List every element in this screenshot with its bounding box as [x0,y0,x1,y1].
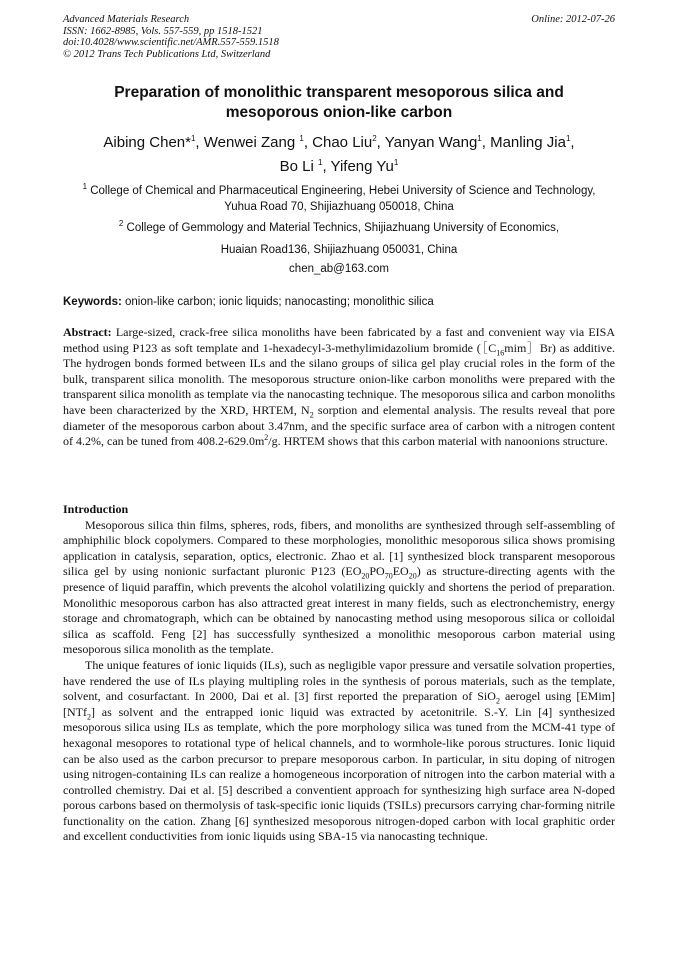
journal-header [63,14,615,60]
subscript: 20 [361,571,370,581]
corresponding-email: chen_ab@163.com [289,263,389,275]
affiliation-2-line-2: Huaian Road136, Shijiazhuang 050031, China [220,243,458,256]
author-name: , Manling Jia [481,134,566,151]
subscript: 16 [496,347,505,357]
author-name: Bo Li [279,158,318,175]
keywords-label: Keywords: [63,296,122,308]
keywords-text: onion-like carbon; ionic liquids; nanocasting; monolithic silica [121,296,434,308]
affiliation-number: 1 [82,182,88,192]
superscript: 2 [264,433,269,443]
author-affil-mark: 1 [477,134,482,143]
body-text: aerogel using [EMim] [NTf [63,689,615,719]
paper-title [63,83,615,123]
abstract-text: /g. HRTEM shows that this carbon material with nanoonions structure. [268,434,608,449]
title-line-1: Preparation of monolithic transparent mesoporous silica and [114,84,564,101]
affiliation-number: 2 [118,219,124,229]
section-heading: Introduction [63,502,129,516]
abstract-label: Abstract: [63,325,112,339]
author-line-1 [63,131,615,155]
abstract-text: Large-sized, crack-free silica monoliths have been fabricated by a fast and convenient way via EISA method using P123 as soft template and 1-hexadecyl-3-methylimidazolium bromide (［C [63,325,615,355]
subscript: 2 [87,712,91,722]
author-list [63,131,615,179]
subscript: 20 [408,571,417,581]
author-name: , Yanyan Wang [376,134,478,151]
subscript: 2 [495,696,500,706]
affiliation-2-line-1 [63,221,615,237]
abstract-paragraph [63,325,615,450]
affiliation-1-line-2: Yuhua Road 70, Shijiazhuang 050018, China [224,200,454,213]
author-name: , Yifeng Yu [322,158,394,175]
abstract-text: sorption and elemental analysis. The results reveal that pore diameter of the mesoporous carbon about 3.47nm, and the specific surface area of carbon with a nitrogen content of 4.2%, can be tuned from 408.2-629.0m [63,402,615,449]
body-text: ] as solvent and the entrapped ionic liquid was extracted by acetonitrile. S.-Y. Lin [4] synthesized mesoporous silica using ILs as template, which the pore morphology silica was tuned from the MCM-41 type of hexagonal mesopores to rotational type of helical channels, and to wormhole-like porous structures. Ionic liquid can be also used as the carbon precursor to prepare mesoporous carbon. In particular, in situ doping of nitrogen using nitrogen-containing ILs can realize a homogeneous incorporation of nitrogen into the carbon material with a controlled chemistry. Dai et al. [5] described a conventient approach for synthesizing high surface area N-doped porous carbons based on thermolysis of task-specific ionic liquids (TSILs) precursors carrying char-forming nitrile functionality on the cation. Zhang [6] synthesized mesoporous nitrogen-doped carbon with local graphitic order and excellent conductivities from ionic liquids using SBA-15 via nanocasting technique. [63,704,615,844]
journal-name: Advanced Materials Research [63,14,190,25]
keywords [63,296,615,308]
author-name: , Wenwei Zang [195,134,300,151]
author-affil-mark: 1 [299,134,304,143]
doi-line: doi:10.4028/www.scientific.net/AMR.557-559.1518 [63,37,279,48]
issn-line: ISSN: 1662-8985, Vols. 557-559, pp 1518-1521 [63,25,263,37]
online-date: Online: 2012-07-26 [531,14,615,25]
author-separator: , [570,134,575,151]
author-affil-mark: 1 [393,158,399,167]
title-line-2: mesoporous onion-like carbon [225,104,453,121]
subscript: 2 [309,410,314,420]
affiliation-1-line-1 [63,184,615,200]
introduction-section [63,502,615,845]
affiliation-text: College of Chemical and Pharmaceutical Engineering, Hebei University of Science and Technology, [87,185,596,197]
subscript: 70 [384,571,393,581]
affiliations [63,184,615,278]
author-affil-mark: 1 [565,134,571,143]
body-text: The unique features of ionic liquids (ILs), such as negligible vapor pressure and versatile solvation properties, have rendered the use of ILs playing multipling roles in the synthesis of porous materials, such as the template, solvent, and cosurfactant. In 2000, Dai et al. [3] first reported the preparation of SiO [63,657,615,704]
body-text: EO [392,564,409,579]
author-affil-mark: 2 [372,134,377,143]
affiliation-text: College of Gemmology and Material Technics, Shijiazhuang University of Economics, [123,222,560,234]
author-affil-mark: 1 [190,134,196,143]
copyright-line: © 2012 Trans Tech Publications Ltd, Switzerland [63,48,271,60]
author-name: , Chao Liu [303,134,373,151]
body-text: PO [369,564,385,579]
body-text: ) as structure-directing agents with the presence of liquid paraffin, which prevents the alcohol volatilizing quickly and shortens the period of preparation. Monolithic mesoporous carbon has also attracted great interest in many fields, such as electronchemistry, energy storage and chromatograph, which can be obtained by nanocasting method using mesoporous silica or colloidal silica as scaffold. Feng [2] has successfully synthesized a monolithic mesoporous carbon material using mesoporous silica monolith as the template. [63,564,615,657]
abstract-text: mim］Br) as additive. The hydrogen bonds formed between ILs and the silano groups of silica gel play crucial roles in the form of the bulk, transparent silica monolith. The mesoporous structure onion-like carbon monoliths were prepared with the transparent silica monolith as template via the nanocasting technique. The mesoporous silica and carbon monoliths have been characterized by the XRD, HRTEM, N [63,340,615,417]
author-affil-mark: 1 [317,158,323,167]
author-line-2 [63,155,615,179]
abstract [63,325,615,450]
body-text: Mesoporous silica thin films, spheres, rods, fibers, and monoliths are synthesized through self-assembling of amphiphilic block copolymers. Compared to these morphologies, monolithic mesoporous silica shows promising application in catalysis, separation, optics, electronic. Zhao et al. [1] synthesized block transparent mesoporous silica gel by using nonionic surfactant pluronic P123 (EO [63,517,615,579]
author-name: Aibing Chen* [103,134,191,151]
intro-paragraph-1 [63,518,615,658]
intro-paragraph-2 [63,658,615,845]
